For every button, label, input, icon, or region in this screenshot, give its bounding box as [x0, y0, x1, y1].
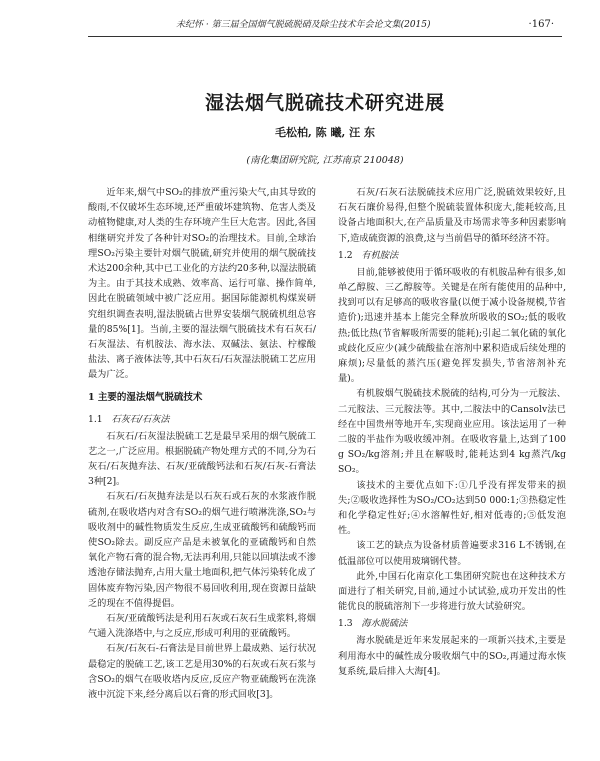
page-number: ·167· [528, 19, 554, 30]
section-1-1-heading [88, 412, 316, 427]
s12-paragraph-2: 有机胺烟气脱硫技术脱硫的结构,可分为一元胺法、二元胺法、三元胺法等。其中,二胺法中的Cansolv法已经在中国贵州等地开车,实现商业应用。该法运用了一种二胺的半盐作为吸收缓冲剂。在吸收容量上,达到了100 g SO₂/kg溶剂;并且在解吸时,能耗达到4 kg蒸汽/kg SO₂。 [338, 388, 566, 476]
section-1-1-title: 石灰石/石灰法 [111, 413, 170, 425]
s11-paragraph-3: 石灰/亚硫酸钙法是利用石灰或石灰石生成浆料,将烟气通入洗涤塔中,与之反应,形成可利用的亚硫酸钙。 [88, 613, 316, 640]
paper-title: 湿法烟气脱硫技术研究进展 [204, 92, 445, 114]
s12-paragraph-1: 目前,能够被使用于循环吸收的有机胺品种有很多,如单乙醇胺、三乙醇胺等。关键是在所有能使用的品种中,找到可以有足够高的吸收容量(以便于减小设备规模,节省造价);迅速并基本上能完全释放所吸收的SO₂;低的吸收热;低比热(节省解吸所需要的能耗);引起二氧化硫的氧化或歧化反应少(减少硫酸盐在溶剂中累积造成后续处理的麻烦);尽量低的蒸汽压(避免挥发损失,节省溶剂补充量)。 [338, 266, 566, 385]
section-1-3-number: 1.3 [338, 618, 353, 630]
section-1-2-number: 1.2 [338, 249, 353, 261]
running-header [88, 14, 562, 37]
s11-paragraph-1: 石灰石/石灰湿法脱硫工艺是最早采用的烟气脱硫工艺之一,广泛应用。根据脱硫产物处理方式的不同,分为石灰石/石灰抛弃法、石灰/亚硫酸钙法和石灰/石灰-石膏法3种[2]。 [88, 430, 316, 488]
section-1-2-title: 有机胺法 [361, 249, 399, 261]
section-1-2-heading [338, 248, 566, 263]
s11-paragraph-4: 石灰/石灰石-石膏法是目前世界上最成熟、运行状况最稳定的脱硫工艺,该工艺是用30%的石灰或石灰石浆与含SO₂的烟气在吸收塔内反应,反应产物亚硫酸钙在洗涤液中沉淀下来,经分离后以石膏的形式回收[3]。 [88, 643, 316, 701]
s12-paragraph-4: 该工艺的缺点为设备材质普遍要求316 L不锈钢,在低温部位可以使用玻璃钢代替。 [338, 540, 566, 567]
s11-paragraph-5: 石灰/石灰石法脱硫技术应用广泛,脱硫效果较好,且石灰石廉价易得,但整个脱硫装置体积庞大,能耗较高,且设备占地面积大,在产品质量及市场需求等多种因素影响下,造成硫资源的浪费,这与当前倡导的循环经济不符。 [338, 187, 566, 244]
section-1-3-heading [338, 616, 566, 631]
section-1-1-number: 1.1 [88, 413, 103, 425]
s11-paragraph-2: 石灰石/石灰抛弃法是以石灰石或石灰的水浆液作脱硫剂,在吸收塔内对含有SO₂的烟气进行喷淋洗涤,SO₂与吸收剂中的碱性物质发生反应,生成亚硫酸钙和硫酸钙而使SO₂除去。副反应产品是未被氧化的亚硫酸钙和自然氧化产物石膏的混合物,无法再利用,只能以回填法或不渗透池存储法抛弃,占用大量土地面积,把气体污染转化成了固体废弃物污染,因产物很不易回收利用,现在资源日益缺乏的现在不值得提倡。 [88, 491, 316, 609]
running-title: 未纪怀 · 第三届全国烟气脱硫脱硝及除尘技术年会论文集(2015) [176, 20, 431, 30]
section-1-3-title: 海水脱硫法 [361, 618, 408, 630]
section-1-heading: 1 主要的湿法烟气脱硫技术 [88, 391, 203, 403]
intro-paragraph: 近年来,烟气中SO₂的排放严重污染大气,由其导致的酸雨,不仅破坏生态环境,还严重破坏建筑物、危害人类及动植物健康,对人类的生存环境产生巨大危害。因此,各国相继研究并发了各种针对SO₂的治理技术。目前,全球治理SO₂污染主要针对烟气脱硫,研究并使用的烟气脱硫技术达200余种,其中已工业化的方法约20多种,以湿法脱硫为主。由于其技术成熟、效率高、运行可靠、操作简单,因此在脱硫领域中被广泛应用。据国际能源机构煤炭研究组织调查表明,湿法脱硫占世界安装烟气脱硫机组总容量的85%[1]。当前,主要的湿法烟气脱硫技术有石灰石/石灰湿法、有机胺法、海水法、双碱法、氨法、柠檬酸盐法、离子液体法等,其中石灰石/石灰湿法脱硫工艺应用最为广泛。 [88, 187, 317, 381]
paper-authors: 毛松柏, 陈 曦, 汪 东 [275, 126, 375, 139]
paper-affiliation: (南化集团研究院, 江苏南京 210048) [246, 155, 404, 166]
right-column [338, 185, 566, 679]
s13-paragraph-1: 海水脱硫是近年来发展起来的一项新兴技术,主要是利用海水中的碱性成分吸收烟气中的SO₂,再通过海水恢复系统,最后排入大海[4]。 [338, 635, 566, 677]
s12-paragraph-5: 此外,中国石化南京化工集团研究院也在这种技术方面进行了相关研究,目前,通过小试试验,成功开发出的性能优良的脱硫溶剂下一步将进行放大试验研究。 [338, 570, 566, 613]
s12-paragraph-3: 该技术的主要优点如下:①几乎没有挥发带来的损失;②吸收选择性为SO₂/CO₂达到50 000:1;③热稳定性和化学稳定性好;④水溶解性好,相对低毒的;⑤低发泡性。 [338, 479, 566, 537]
left-column [88, 185, 316, 702]
